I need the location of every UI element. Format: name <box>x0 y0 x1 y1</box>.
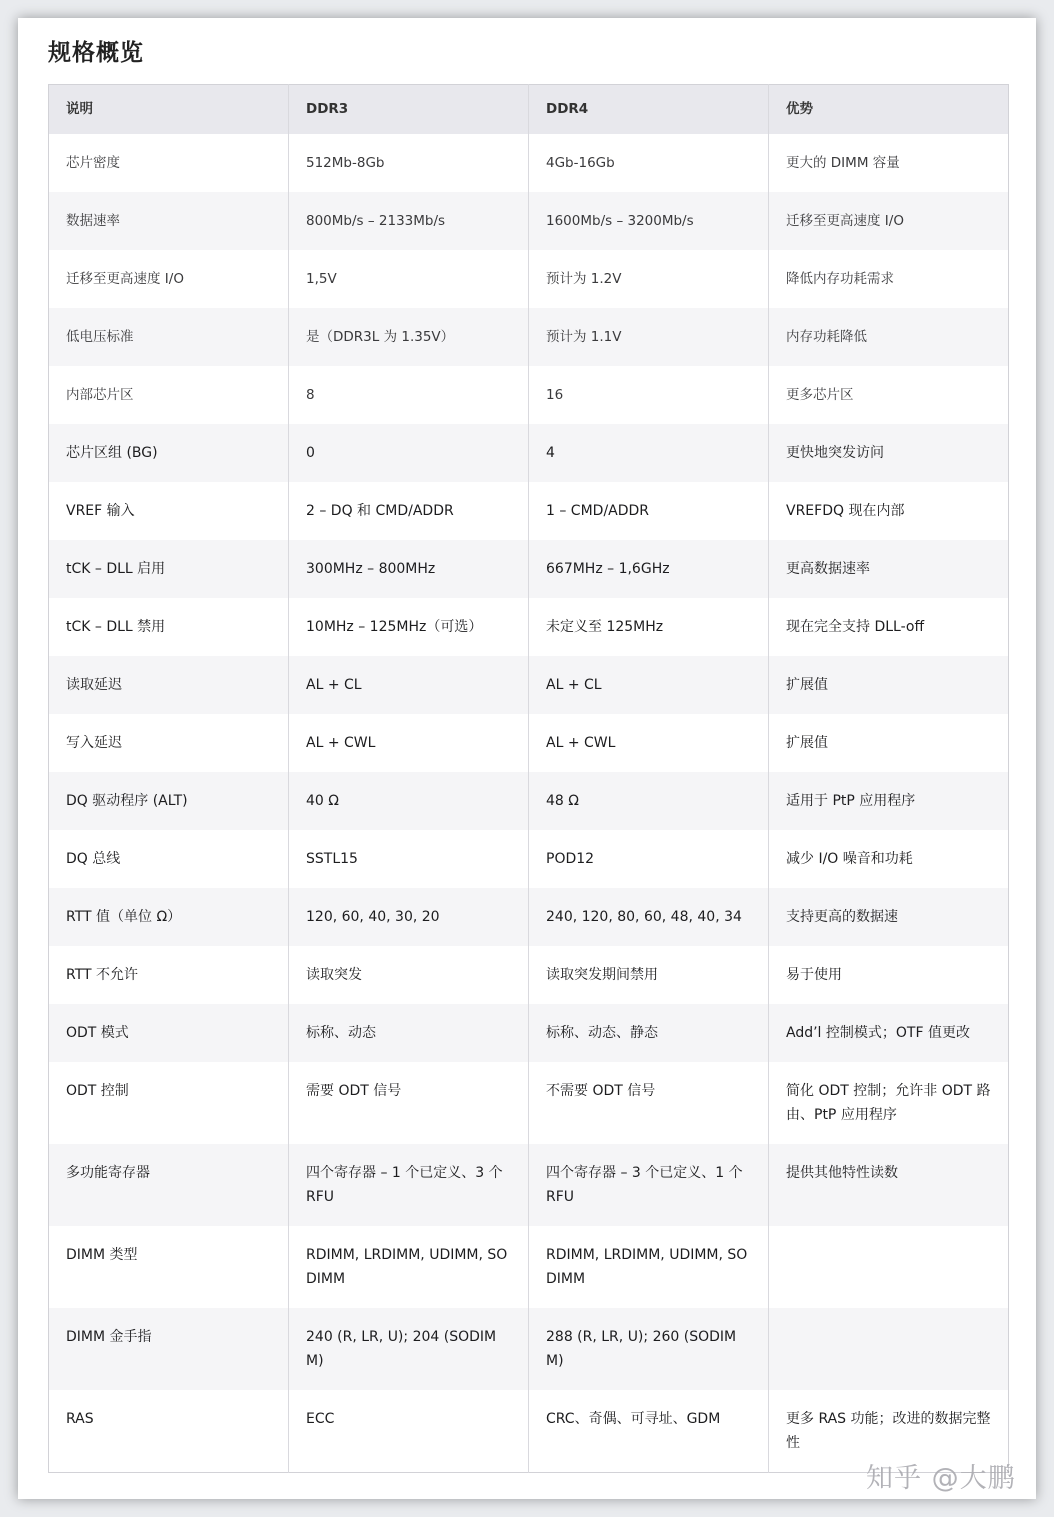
cell-ddr4: 标称、动态、静态 <box>529 1004 769 1062</box>
cell-advantage: 适用于 PtP 应用程序 <box>769 772 1009 830</box>
cell-description: 低电压标准 <box>66 328 134 345</box>
cell-description: 内部芯片区 <box>66 386 134 403</box>
cell-ddr4: 16 <box>529 366 769 424</box>
cell-advantage: 降低内存功耗需求 <box>769 250 1009 308</box>
cell-advantage: 减少 I/O 噪音和功耗 <box>769 830 1009 888</box>
cell-ddr4: 48 Ω <box>529 772 769 830</box>
table-row <box>49 830 1009 888</box>
cell-ddr4: 240, 120, 80, 60, 48, 40, 34 <box>529 888 769 946</box>
column-header-ddr4: DDR4 <box>529 85 769 134</box>
cell-advantage: 现在完全支持 DLL-off <box>769 598 1009 656</box>
column-header-ddr3: DDR3 <box>289 85 529 134</box>
column-header-advantage: 优势 <box>769 85 1009 134</box>
cell-description: 芯片区组 (BG) <box>66 444 158 461</box>
cell-ddr4: 288 (R, LR, U); 260 (SODIMM) <box>529 1308 769 1390</box>
table-row <box>49 1004 1009 1062</box>
cell-description: 读取延迟 <box>66 676 122 693</box>
cell-description: RTT 值（单位 Ω） <box>66 908 182 925</box>
cell-description: 芯片密度 <box>66 154 120 171</box>
cell-ddr3: SSTL15 <box>289 830 529 888</box>
cell-description: DQ 驱动程序 (ALT) <box>66 792 188 809</box>
cell-ddr4: 667MHz – 1,6GHz <box>529 540 769 598</box>
cell-ddr3: 四个寄存器 – 1 个已定义、3 个 RFU <box>289 1144 529 1226</box>
table-row <box>49 656 1009 714</box>
cell-ddr3: RDIMM, LRDIMM, UDIMM, SODIMM <box>289 1226 529 1308</box>
cell-description: tCK – DLL 启用 <box>66 560 166 577</box>
cell-description: 数据速率 <box>66 212 120 229</box>
table-row <box>49 1390 1009 1473</box>
cell-advantage: 提供其他特性读数 <box>769 1144 1009 1226</box>
cell-ddr4: 1600Mb/s – 3200Mb/s <box>529 192 769 250</box>
table-row <box>49 1144 1009 1226</box>
cell-advantage: 更多 RAS 功能；改进的数据完整性 <box>769 1390 1009 1473</box>
cell-advantage: 内存功耗降低 <box>769 308 1009 366</box>
cell-ddr3: 1,5V <box>289 250 529 308</box>
cell-ddr3: 需要 ODT 信号 <box>289 1062 529 1144</box>
table-row <box>49 192 1009 250</box>
cell-ddr4: 4 <box>529 424 769 482</box>
table-row <box>49 772 1009 830</box>
cell-ddr3: 0 <box>289 424 529 482</box>
cell-ddr3: AL + CL <box>289 656 529 714</box>
table-row <box>49 1062 1009 1144</box>
cell-ddr4: 预计为 1.2V <box>529 250 769 308</box>
table-row <box>49 366 1009 424</box>
cell-description: 写入延迟 <box>66 734 122 751</box>
cell-description: tCK – DLL 禁用 <box>66 618 166 635</box>
cell-description: VREF 输入 <box>66 502 135 519</box>
spec-table <box>48 84 1009 1473</box>
table-row <box>49 540 1009 598</box>
column-header-description: 说明 <box>66 101 93 118</box>
cell-ddr4: 预计为 1.1V <box>529 308 769 366</box>
cell-ddr3: 240 (R, LR, U); 204 (SODIMM) <box>289 1308 529 1390</box>
cell-ddr3: 标称、动态 <box>289 1004 529 1062</box>
cell-description: DIMM 金手指 <box>66 1328 152 1345</box>
cell-description: DQ 总线 <box>66 850 121 867</box>
cell-advantage: 更多芯片区 <box>769 366 1009 424</box>
table-row <box>49 1308 1009 1390</box>
table-row <box>49 424 1009 482</box>
table-row <box>49 598 1009 656</box>
table-row <box>49 946 1009 1004</box>
cell-ddr4: 不需要 ODT 信号 <box>529 1062 769 1144</box>
cell-description: RAS <box>66 1410 94 1427</box>
cell-ddr3: 是（DDR3L 为 1.35V） <box>289 308 529 366</box>
cell-ddr4: 读取突发期间禁用 <box>529 946 769 1004</box>
cell-advantage: Add’l 控制模式；OTF 值更改 <box>769 1004 1009 1062</box>
cell-advantage: 更大的 DIMM 容量 <box>769 134 1009 192</box>
cell-ddr3: 8 <box>289 366 529 424</box>
cell-ddr3: 读取突发 <box>289 946 529 1004</box>
cell-advantage <box>769 1226 1009 1308</box>
cell-description: 多功能寄存器 <box>66 1164 150 1181</box>
cell-advantage: 易于使用 <box>769 946 1009 1004</box>
cell-ddr4: 1 – CMD/ADDR <box>529 482 769 540</box>
watermark: 知乎 @大鹏 <box>866 1463 1016 1494</box>
cell-description: DIMM 类型 <box>66 1246 138 1263</box>
cell-ddr3: AL + CWL <box>289 714 529 772</box>
page-title: 规格概览 <box>48 40 144 66</box>
table-row <box>49 482 1009 540</box>
cell-description: RTT 不允许 <box>66 966 139 983</box>
cell-advantage: 更快地突发访问 <box>769 424 1009 482</box>
cell-ddr3: 800Mb/s – 2133Mb/s <box>289 192 529 250</box>
cell-advantage: 更高数据速率 <box>769 540 1009 598</box>
cell-advantage: VREFDQ 现在内部 <box>769 482 1009 540</box>
cell-description: ODT 控制 <box>66 1082 129 1099</box>
cell-ddr3: 40 Ω <box>289 772 529 830</box>
cell-ddr4: 4Gb-16Gb <box>529 134 769 192</box>
cell-advantage: 迁移至更高速度 I/O <box>769 192 1009 250</box>
spec-card <box>18 18 1036 1499</box>
cell-ddr3: 120, 60, 40, 30, 20 <box>289 888 529 946</box>
table-row <box>49 134 1009 192</box>
cell-description: 迁移至更高速度 I/O <box>66 270 184 287</box>
cell-advantage: 简化 ODT 控制；允许非 ODT 路由、PtP 应用程序 <box>769 1062 1009 1144</box>
cell-ddr4: RDIMM, LRDIMM, UDIMM, SODIMM <box>529 1226 769 1308</box>
cell-ddr4: CRC、奇偶、可寻址、GDM <box>529 1390 769 1473</box>
table-row <box>49 888 1009 946</box>
cell-advantage: 扩展值 <box>769 656 1009 714</box>
cell-ddr4: POD12 <box>529 830 769 888</box>
table-row <box>49 308 1009 366</box>
table-header-row <box>49 85 1009 134</box>
cell-ddr4: 未定义至 125MHz <box>529 598 769 656</box>
cell-ddr3: ECC <box>289 1390 529 1473</box>
cell-advantage <box>769 1308 1009 1390</box>
cell-ddr4: 四个寄存器 – 3 个已定义、1 个 RFU <box>529 1144 769 1226</box>
cell-advantage: 支持更高的数据速 <box>769 888 1009 946</box>
cell-ddr4: AL + CWL <box>529 714 769 772</box>
cell-description: ODT 模式 <box>66 1024 129 1041</box>
table-row <box>49 250 1009 308</box>
cell-advantage: 扩展值 <box>769 714 1009 772</box>
cell-ddr3: 300MHz – 800MHz <box>289 540 529 598</box>
table-row <box>49 714 1009 772</box>
cell-ddr3: 10MHz – 125MHz（可选） <box>289 598 529 656</box>
table-row <box>49 1226 1009 1308</box>
cell-ddr3: 2 – DQ 和 CMD/ADDR <box>289 482 529 540</box>
cell-ddr4: AL + CL <box>529 656 769 714</box>
cell-ddr3: 512Mb-8Gb <box>289 134 529 192</box>
